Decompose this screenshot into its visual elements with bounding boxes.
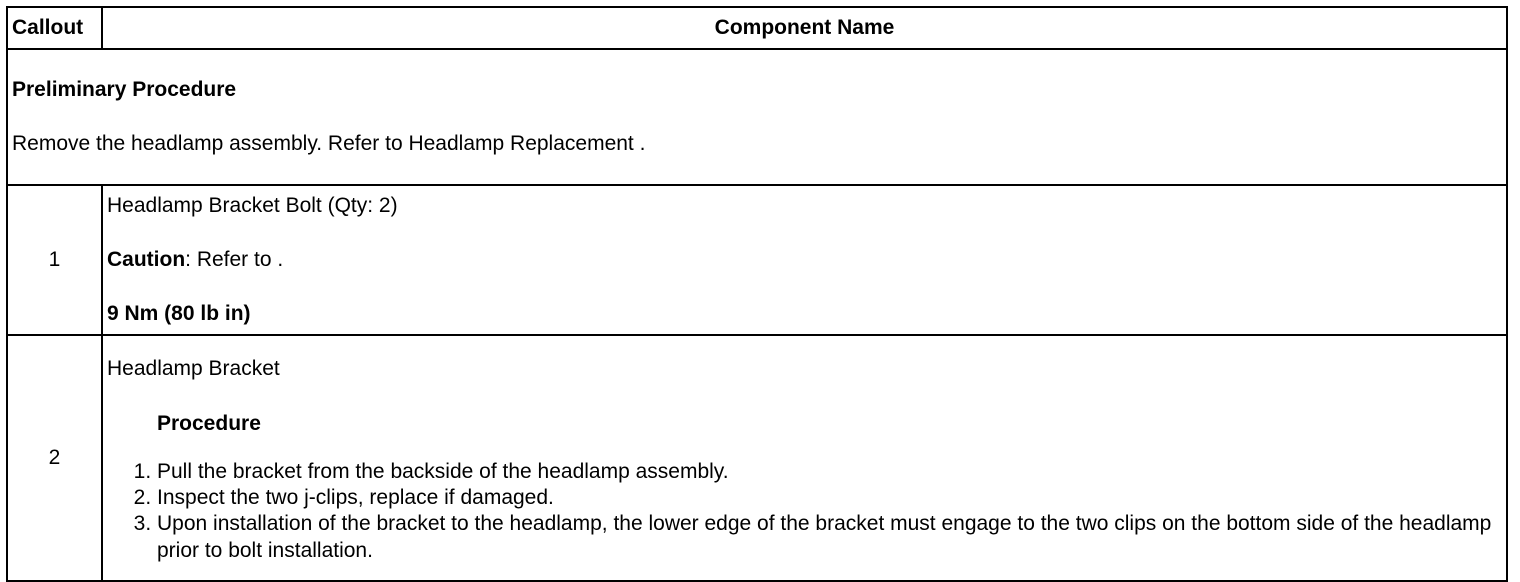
preliminary-title: Preliminary Procedure: [12, 77, 237, 101]
component-name-header: Component Name: [102, 7, 1507, 49]
callout-number: 1: [7, 185, 102, 335]
preliminary-row: [7, 49, 1507, 185]
procedure-step: 1. Pull the bracket from the backside of the headlamp assembly.: [157, 459, 1502, 485]
procedure-steps: [107, 459, 1502, 564]
component-name: Headlamp Bracket Bolt (Qty: 2): [107, 193, 398, 217]
component-name: Headlamp Bracket: [107, 357, 280, 381]
caution-text: : Refer to .: [185, 247, 284, 271]
caution-label: Caution: [107, 247, 186, 271]
caution-line: [107, 247, 1502, 273]
preliminary-cell: [7, 49, 1507, 185]
component-table: [6, 6, 1508, 582]
procedure-title: Procedure: [157, 411, 261, 435]
component-cell: [102, 335, 1507, 581]
component-cell: [102, 185, 1507, 335]
preliminary-text: Remove the headlamp assembly. Refer to Headlamp Replacement .: [12, 132, 646, 155]
header-row: [7, 7, 1507, 49]
callout-header: Callout: [7, 7, 102, 49]
table-row: [7, 185, 1507, 335]
callout-number: 2: [7, 335, 102, 581]
torque-spec: 9 Nm (80 lb in): [107, 302, 251, 326]
procedure-step: 3. Upon installation of the bracket to the headlamp, the lower edge of the bracket must engage to the two clips on the bottom side of the headlamp prior to bolt installation.: [157, 511, 1502, 564]
procedure-step: 2. Inspect the two j-clips, replace if damaged.: [157, 485, 1502, 511]
table-row: [7, 335, 1507, 581]
